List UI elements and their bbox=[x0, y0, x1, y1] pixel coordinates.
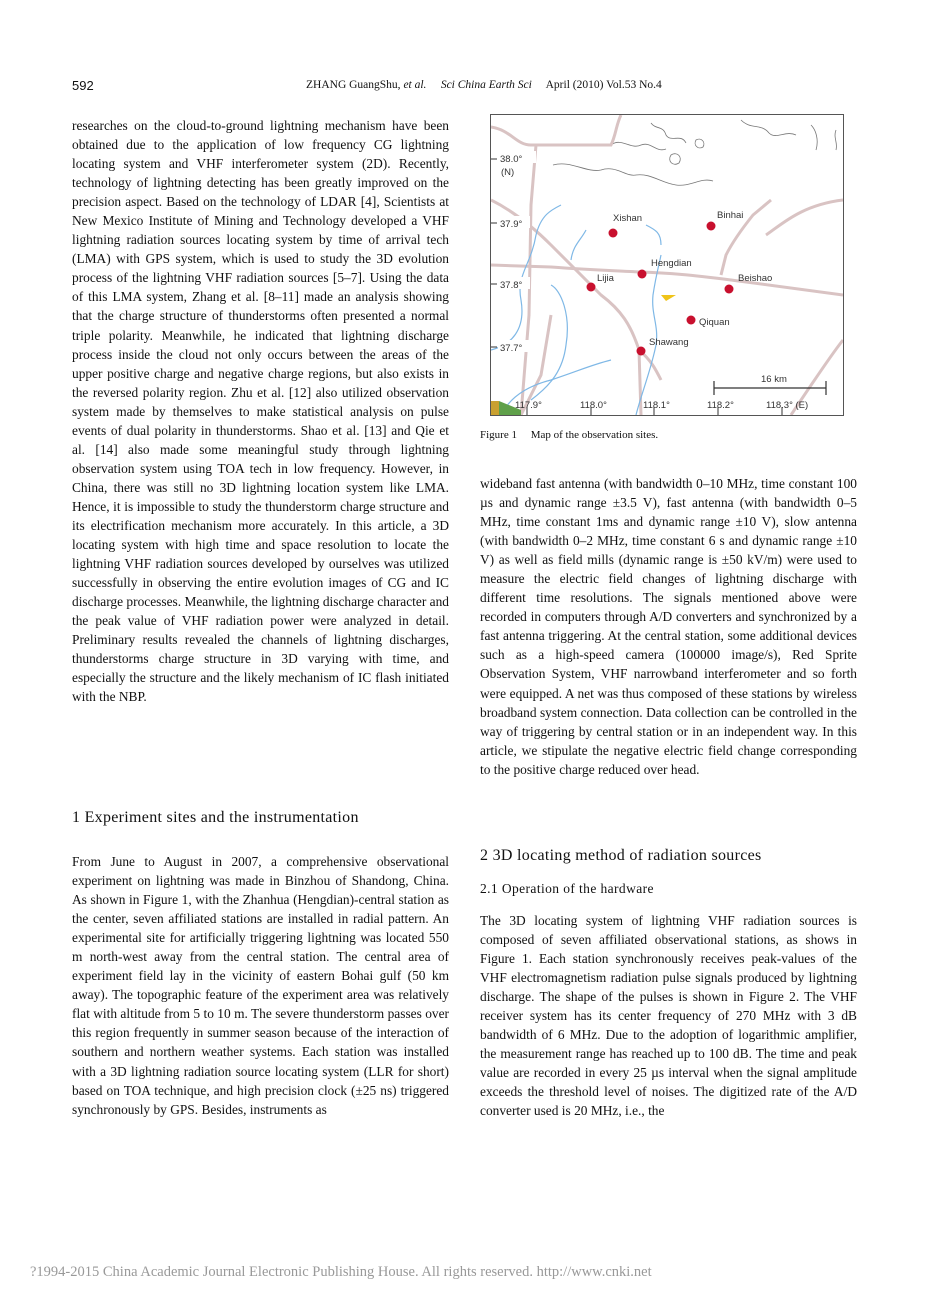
lat-label: 37.7° bbox=[500, 343, 523, 354]
running-header bbox=[306, 79, 662, 91]
lat-label: 38.0° bbox=[500, 154, 523, 165]
lon-label: 118.3° (E) bbox=[766, 400, 809, 411]
left-column-intro bbox=[72, 116, 449, 706]
site-label: Shawang bbox=[649, 337, 689, 348]
header-issue: April (2010) Vol.53 No.4 bbox=[545, 79, 662, 91]
site-label: Xishan bbox=[613, 213, 643, 224]
scale-label: 16 km bbox=[761, 374, 787, 385]
lat-label: 37.8° bbox=[500, 280, 523, 291]
site-marker-binhai bbox=[707, 222, 716, 231]
observation-sites-map bbox=[491, 115, 843, 415]
copyright-footer: ?1994-2015 China Academic Journal Electronic Publishing House. All rights reserved. http://www.cnki.net bbox=[30, 1264, 652, 1280]
site-marker-beishao bbox=[725, 285, 734, 294]
lon-label: 118.0° bbox=[580, 400, 607, 411]
caption-text: Map of the observation sites. bbox=[530, 429, 659, 441]
site-marker-qiquan bbox=[687, 316, 696, 325]
site-label: Qiquan bbox=[699, 317, 730, 328]
figure-caption bbox=[480, 429, 658, 441]
paragraph: wideband fast antenna (with bandwidth 0–10 MHz, time constant 100 µs and dynamic range ±3.5 V), fast antenna (with bandwidth 0–5 MHz, time constant 1ms and dynamic range ±10 V), slow antenna (with bandwidth 0–2 MHz, time constant 6 s and dynamic range ±10 V) as well as field mills (dynamic range is ±50 kV/m) were used to measure the electric field changes of lightning discharge with different time resolutions. The signals mentioned above were recorded in computers through A/D converters and synchronized by a fast antenna triggering. At the central station, some additional devices such as a high-speed camera (100000 image/s), Red Sprite Observation System, VHF narrowband interferometer and so forth were equipped. A net was thus composed of these stations by wireless broadband system connection. Data collection can be controlled in the way of triggering by central station or in an independent way. In this article, we stipulate the negative electric field change corresponding to the positive charge reduced over head. bbox=[480, 476, 857, 777]
paragraph: From June to August in 2007, a comprehensive observational experiment on lightning was made in Binzhou of Shandong, China. As shown in Figure 1, with the Zhanhua (Hengdian)-central station as the center, seven affiliated stations are installed in radial pattern. An experimental site for artificially triggering lightning was located 550 m north-west away from the central station. The central area of experiment field lay in the vicinity of eastern Bohai gulf (50 km away). The topographic feature of the experiment area was relatively flat with altitude from 5 to 10 m. The severe thunderstorm passes over this region frequently in summer season because of the interaction of southern and northern weather systems. Each station was installed with a 3D lightning radiation source locating system (LLR for short) based on TOA technique, and high precision clock (±25 ns) triggered synchronously by GPS. Besides, instruments as bbox=[72, 854, 449, 1117]
header-journal: Sci China Earth Sci bbox=[440, 79, 532, 91]
site-marker-lijia bbox=[587, 283, 596, 292]
trigger-site-icon bbox=[661, 295, 676, 301]
right-column-hardware bbox=[480, 911, 857, 1121]
site-label: Lijia bbox=[597, 273, 614, 284]
site-marker-shawang bbox=[637, 347, 646, 356]
right-column-instruments bbox=[480, 474, 857, 779]
section-1-heading: 1 Experiment sites and the instrumentation bbox=[72, 809, 359, 826]
lon-label: 118.1° bbox=[643, 400, 670, 411]
paragraph: The 3D locating system of lightning VHF radiation sources is composed of seven affiliated observational stations, as shows in Figure 1. Each station synchronously receives peak-values of the VHF electromagnetism radiation pulse signals produced by lightning discharge. The shape of the pulses is shown in Figure 2. The VHF receiver system has its center frequency of 270 MHz with 3 dB bandwidth of 6 MHz. Due to the adoption of logarithmic amplifier, the measurement range has reached up to 100 dB. The time and peak value are recorded in every 25 µs interval when the signal amplitude exceeds the threshold level of noises. The digitized rate of the A/D converter used is 20 MHz, i.e., the bbox=[480, 913, 857, 1119]
page-number: 592 bbox=[72, 78, 94, 93]
site-label: Binhai bbox=[717, 210, 744, 221]
site-label: Hengdian bbox=[651, 258, 692, 269]
site-label: Beishao bbox=[738, 273, 773, 284]
paragraph: researches on the cloud-to-ground lightning mechanism have been obtained due to the application of low frequency CG lightning locating system and VHF interferometer system (2D). Recently, technology of lightning detecting has been greatly improved on the precision aspect. Based on the technology of LDAR [4], Scientists at New Mexico Institute of Mining and Technology developed a VHF lightning radiation sources locating system by time of arrival tech (LMA) with GPS system, which is used to study the 3D evolution process of the lightning VHF radiation sources [5–7]. Using the data of this LMA system, Zhang et al. [8–11] made an analysis showing that the charge structure of thunderstorms often presented a normal triple polarity. Meanwhile, he indicated that lightning discharge process inside the cloud not only occurs between the areas of the upper positive charge and negative charge regions, but also exists in the reversed polarity region. Zhu et al. [12] also utilized observation system made by themselves to make statistical analysis on pulse events of dual polarity in thunderstorms. Shao et al. [13] and Qie et al. [14] also made some meaningful study through lightning observation system using TOA tech in low frequency. However, in China, there was still no 3D lightning location system like LMA. Hence, it is impossible to study the thunderstorm charge structure and its electrification mechanism more accurately. In this article, a 3D locating system with high time and space resolution to locate the lightning VHF radiation sources developed by ourselves was utilized successfully in observing the entire evolution images of CG and IC discharge processes. Meanwhile, the lightning discharge character and the peak value of VHF radiation power were analyzed in detail. Preliminary results revealed the channels of lightning discharges, thunderstorms charge structure in 3D varying with time, and especially the structure and the likely mechanism of IC flash initiated with the NBP. bbox=[72, 118, 449, 705]
header-et-al: et al. bbox=[403, 79, 427, 91]
lat-label: (N) bbox=[501, 167, 515, 178]
lon-label: 118.2° bbox=[707, 400, 734, 411]
site-marker-hengdian bbox=[638, 270, 647, 279]
section-2-heading: 2 3D locating method of radiation sources bbox=[480, 847, 762, 864]
lon-label: 117.9° bbox=[515, 400, 542, 411]
lat-label: 37.9° bbox=[500, 219, 523, 230]
figure-1-map bbox=[490, 114, 844, 416]
header-authors: ZHANG GuangShu, bbox=[306, 79, 401, 91]
section-2-1-heading: 2.1 Operation of the hardware bbox=[480, 881, 654, 896]
site-marker-xishan bbox=[609, 229, 618, 238]
left-column-section1 bbox=[72, 852, 449, 1119]
caption-label: Figure 1 bbox=[480, 429, 517, 441]
